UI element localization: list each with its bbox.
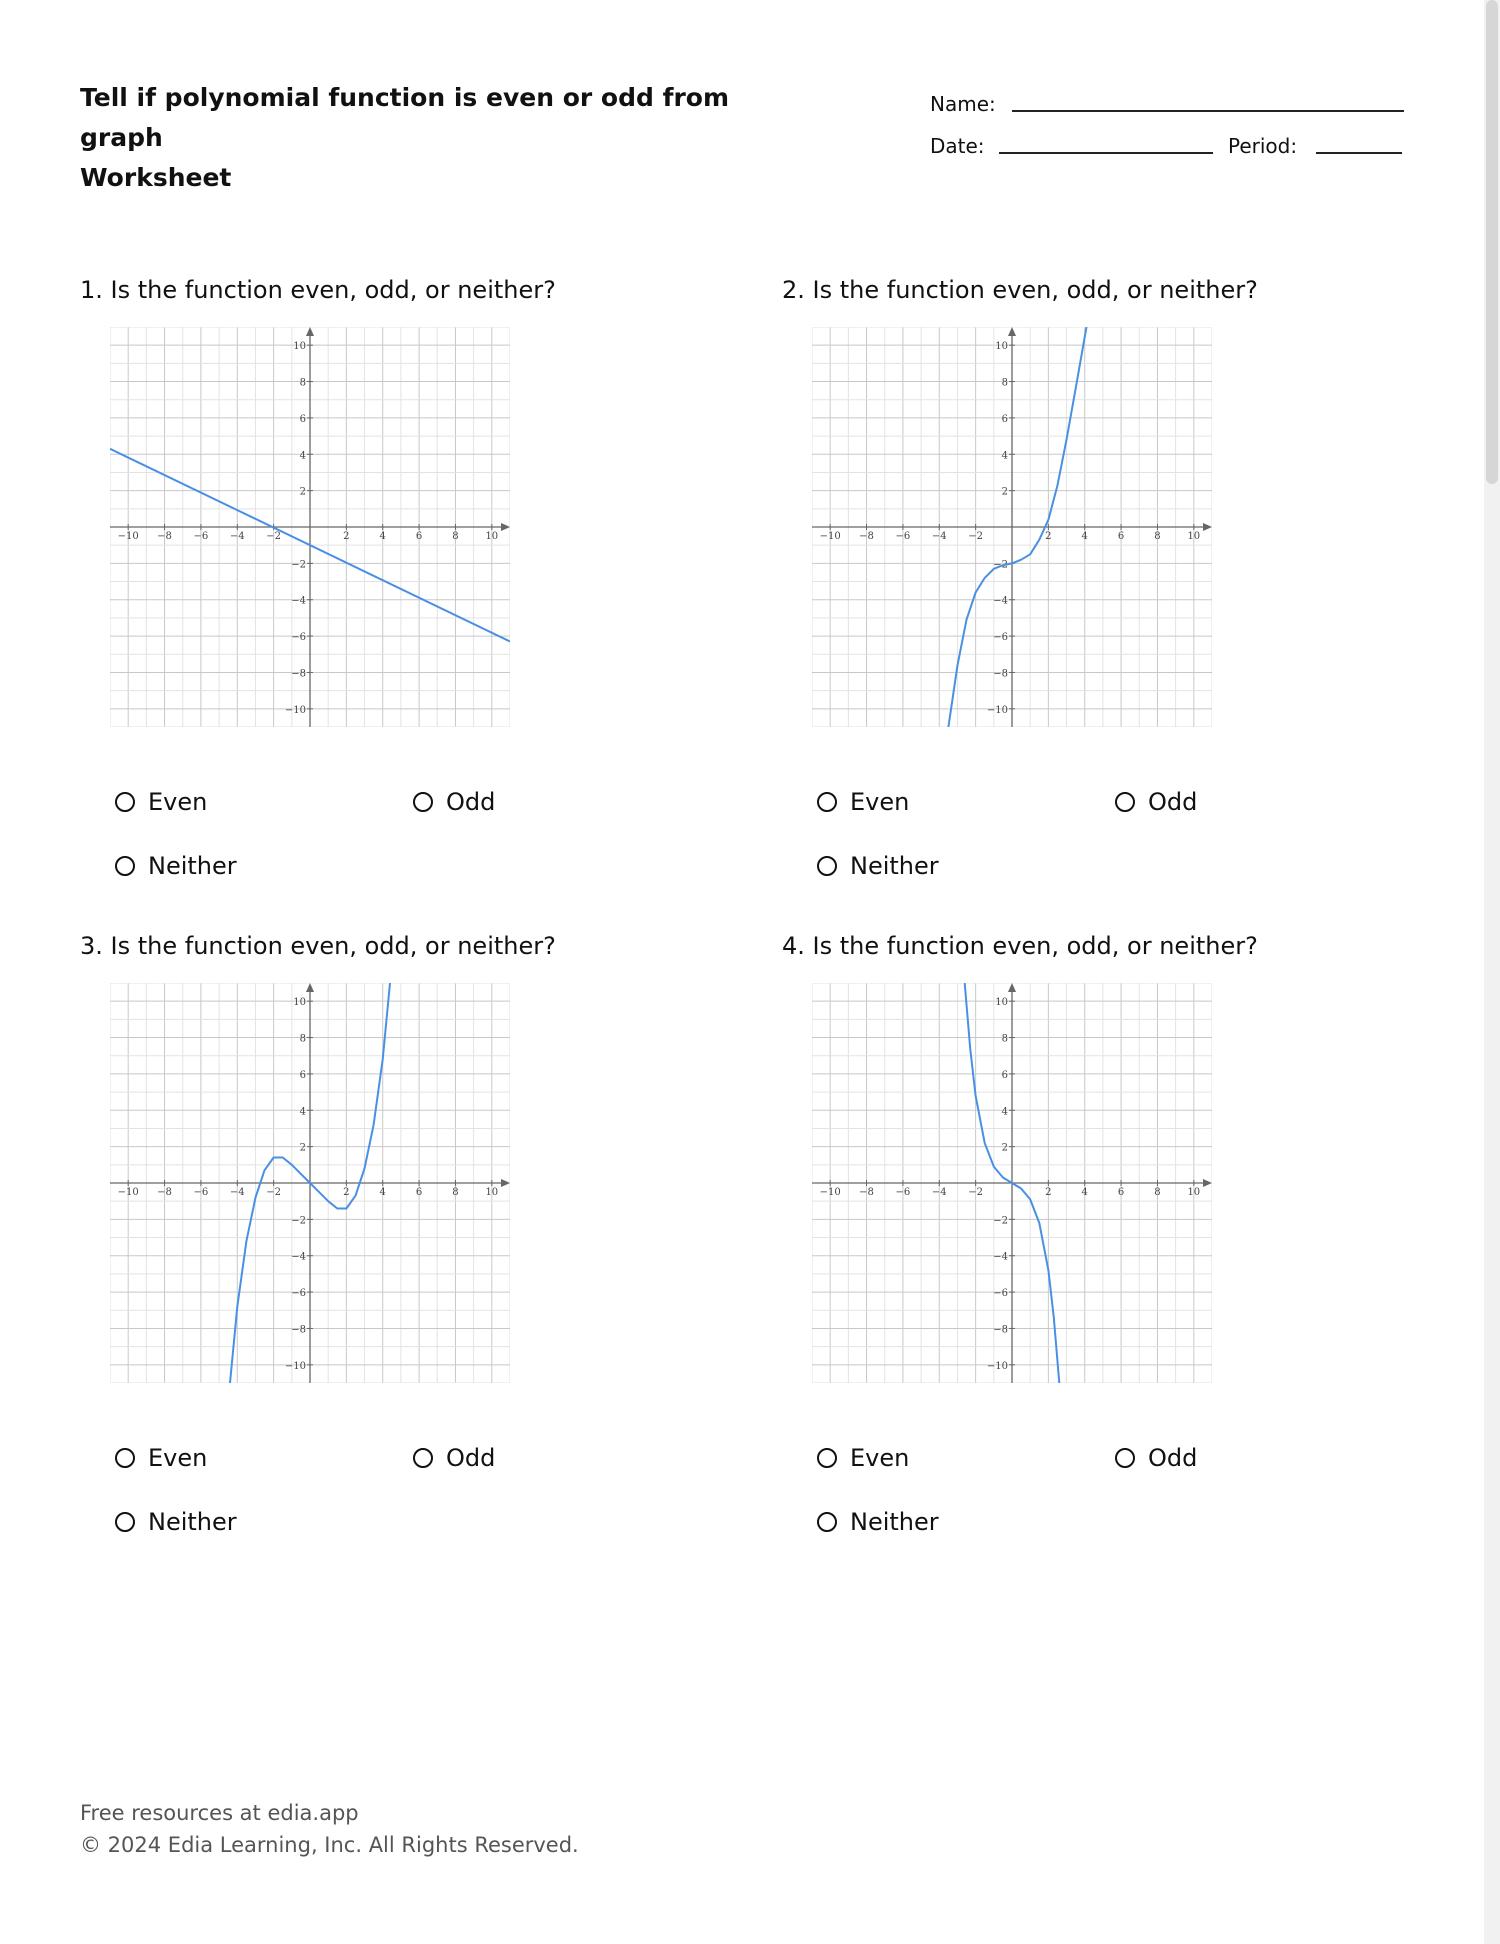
option-odd[interactable] [413,788,495,816]
x-tick-label: 6 [1117,1187,1125,1198]
question-4-text: 4. Is the function even, odd, or neither? [782,932,1258,960]
radio-button[interactable] [115,1448,135,1468]
x-tick-label: −4 [229,531,245,542]
graph-4 [812,983,1212,1383]
y-tick-label: 6 [299,413,306,425]
y-tick-label: −8 [993,1324,1008,1336]
y-tick-label: 4 [1001,450,1008,462]
y-tick-label: −2 [993,559,1008,571]
option-label: Neither [850,852,939,880]
y-tick-label: 4 [299,450,306,462]
option-label: Even [148,1444,208,1472]
option-even[interactable] [115,788,207,816]
radio-button[interactable] [817,1448,837,1468]
x-tick-label: −2 [968,1187,984,1198]
y-tick-label: −2 [291,1215,306,1227]
x-tick-label: 10 [485,531,499,542]
option-neither[interactable] [115,1508,237,1536]
option-label: Neither [148,852,237,880]
x-tick-label: 8 [452,1187,459,1198]
x-tick-label: −4 [931,531,947,542]
x-tick-label: 4 [379,531,386,542]
option-label: Odd [1148,788,1198,816]
x-tick-label: −10 [117,1187,139,1198]
x-tick-label: 8 [1154,531,1161,542]
y-tick-label: −4 [993,595,1008,607]
option-even[interactable] [817,1444,909,1472]
y-tick-label: 8 [1001,1033,1008,1045]
y-tick-label: 10 [995,997,1008,1009]
scrollbar-thumb[interactable] [1486,0,1498,484]
y-tick-label: −10 [284,1360,306,1372]
y-tick-label: 6 [1001,1069,1008,1081]
radio-button[interactable] [115,792,135,812]
footer-copyright: © 2024 Edia Learning, Inc. All Rights Reserved. [80,1833,579,1857]
y-tick-label: 8 [299,377,306,389]
option-label: Neither [148,1508,237,1536]
x-tick-label: −6 [193,531,209,542]
x-tick-label: −6 [193,1187,209,1198]
radio-button[interactable] [1115,1448,1135,1468]
x-tick-label: 2 [343,531,350,542]
scrollbar[interactable] [1484,0,1500,1944]
y-tick-label: 4 [299,1106,306,1118]
y-tick-label: −8 [993,668,1008,680]
x-tick-label: −8 [157,531,172,542]
option-label: Odd [1148,1444,1198,1472]
radio-button[interactable] [1115,792,1135,812]
y-tick-label: 6 [1001,413,1008,425]
y-tick-label: 4 [1001,1106,1008,1118]
x-tick-label: −2 [968,531,984,542]
radio-button[interactable] [817,856,837,876]
x-axis-arrow [501,523,510,531]
y-tick-label: −2 [993,1215,1008,1227]
y-tick-label: −4 [291,1251,306,1263]
x-tick-label: −8 [859,531,874,542]
x-tick-label: 6 [415,1187,423,1198]
x-tick-label: −8 [157,1187,172,1198]
option-even[interactable] [115,1444,207,1472]
x-tick-label: −4 [229,1187,245,1198]
y-axis-arrow [306,327,314,336]
y-tick-label: 2 [1001,486,1008,498]
x-axis-arrow [1203,1179,1212,1187]
period-label: Period: [1228,134,1298,158]
y-tick-label: 10 [293,341,306,353]
x-tick-label: 8 [1154,1187,1161,1198]
y-tick-label: −4 [993,1251,1008,1263]
x-tick-label: 2 [1045,1187,1052,1198]
x-tick-label: 8 [452,531,459,542]
x-tick-label: −2 [266,1187,282,1198]
option-label: Neither [850,1508,939,1536]
y-tick-label: 10 [293,997,306,1009]
x-tick-label: 10 [485,1187,499,1198]
option-odd[interactable] [1115,788,1197,816]
radio-button[interactable] [413,792,433,812]
option-neither[interactable] [817,852,939,880]
option-odd[interactable] [413,1444,495,1472]
question-1-text: 1. Is the function even, odd, or neither? [80,276,556,304]
y-tick-label: 2 [299,486,306,498]
x-tick-label: 10 [1187,1187,1201,1198]
y-tick-label: −4 [291,595,306,607]
y-tick-label: −6 [291,632,306,644]
y-tick-label: 10 [995,341,1008,353]
y-axis-arrow [306,983,314,992]
x-tick-label: −2 [266,531,282,542]
page-title [80,78,780,198]
x-tick-label: 4 [379,1187,386,1198]
y-tick-label: −8 [291,1324,306,1336]
name-field[interactable] [1012,110,1404,112]
y-tick-label: −10 [986,1360,1008,1372]
y-tick-label: 8 [299,1033,306,1045]
radio-button[interactable] [115,1512,135,1532]
y-tick-label: −6 [291,1288,306,1300]
date-field[interactable] [999,152,1213,154]
radio-button[interactable] [817,792,837,812]
y-tick-label: 2 [299,1142,306,1154]
option-neither[interactable] [115,852,237,880]
graph-1 [110,327,510,727]
y-tick-label: −6 [993,632,1008,644]
x-tick-label: 6 [415,531,423,542]
date-label: Date: [930,134,985,158]
graph-2 [812,327,1212,727]
graph-3 [110,983,510,1383]
y-tick-label: −8 [291,668,306,680]
y-tick-label: 2 [1001,1142,1008,1154]
x-tick-label: 10 [1187,531,1201,542]
option-even[interactable] [817,788,909,816]
x-tick-label: −8 [859,1187,874,1198]
title-line-2: Worksheet [80,163,232,192]
x-tick-label: 2 [1045,531,1052,542]
question-3-text: 3. Is the function even, odd, or neither? [80,932,556,960]
x-axis-arrow [1203,523,1212,531]
y-tick-label: −10 [284,704,306,716]
footer-resources: Free resources at edia.app [80,1801,359,1825]
x-tick-label: −6 [895,1187,911,1198]
x-tick-label: 4 [1081,531,1088,542]
period-field[interactable] [1316,152,1402,154]
question-2-text: 2. Is the function even, odd, or neither? [782,276,1258,304]
option-label: Even [850,788,910,816]
title-line-1: Tell if polynomial function is even or odd from graph [80,83,730,152]
y-tick-label: −2 [291,559,306,571]
x-tick-label: −6 [895,531,911,542]
x-tick-label: −4 [931,1187,947,1198]
x-tick-label: 2 [343,1187,350,1198]
y-tick-label: −10 [986,704,1008,716]
option-label: Odd [446,1444,496,1472]
y-tick-label: 8 [1001,377,1008,389]
option-label: Odd [446,788,496,816]
radio-button[interactable] [413,1448,433,1468]
x-tick-label: −10 [117,531,139,542]
y-tick-label: −6 [993,1288,1008,1300]
option-label: Even [850,1444,910,1472]
option-odd[interactable] [1115,1444,1197,1472]
x-tick-label: −10 [819,1187,841,1198]
y-axis-arrow [1008,327,1016,336]
x-tick-label: −10 [819,531,841,542]
option-label: Even [148,788,208,816]
x-tick-label: 4 [1081,1187,1088,1198]
radio-button[interactable] [115,856,135,876]
y-axis-arrow [1008,983,1016,992]
radio-button[interactable] [817,1512,837,1532]
y-tick-label: 6 [299,1069,306,1081]
x-axis-arrow [501,1179,510,1187]
option-neither[interactable] [817,1508,939,1536]
x-tick-label: 6 [1117,531,1125,542]
name-label: Name: [930,92,996,116]
